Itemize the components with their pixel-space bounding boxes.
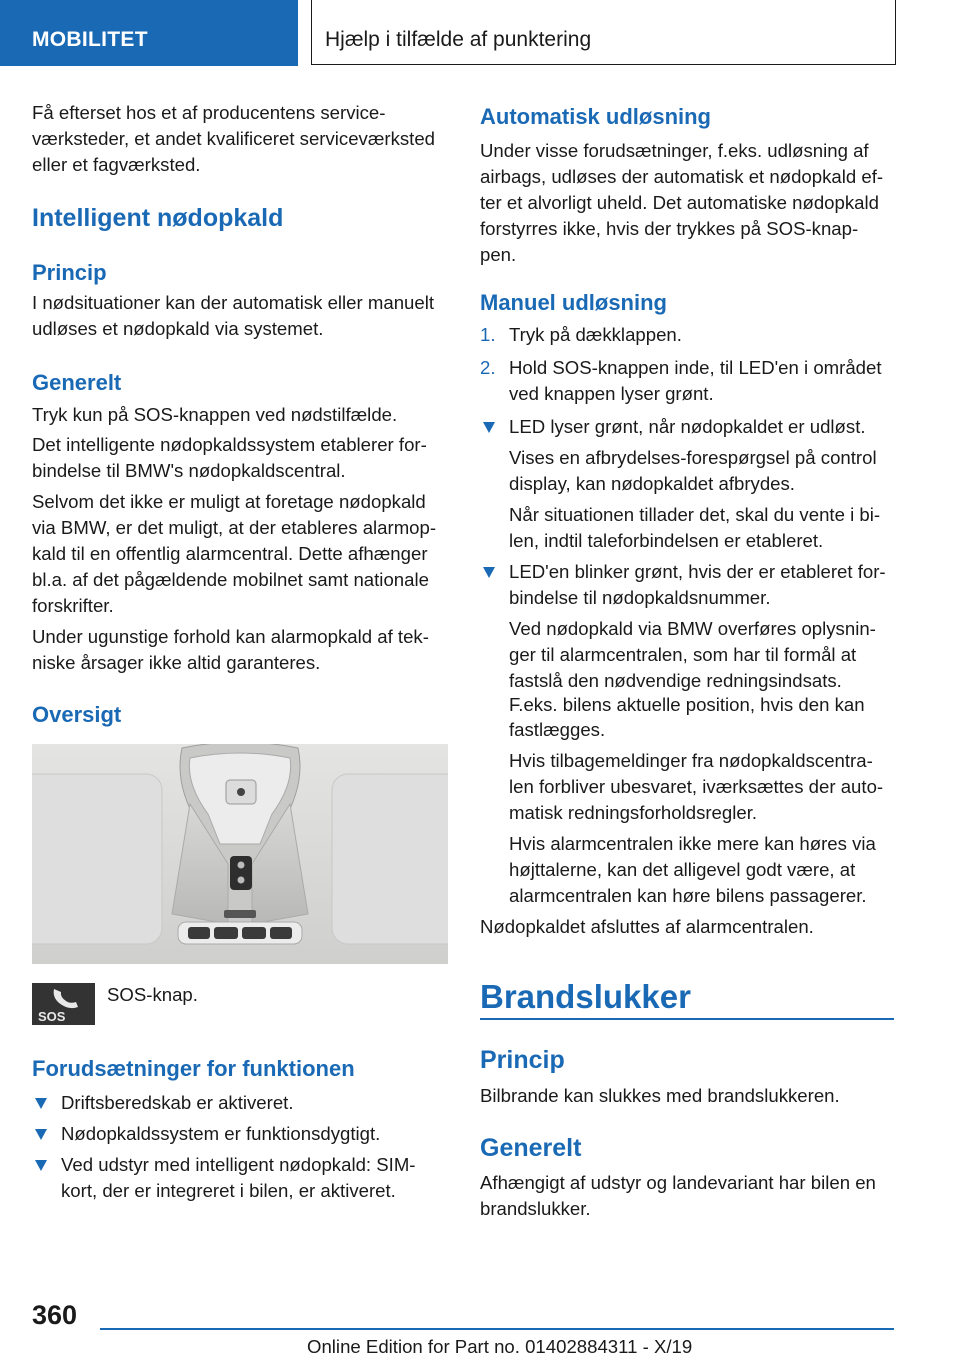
fire-title: Brandslukker [480,978,691,1015]
principle-heading: Princip [32,260,107,285]
auto-heading: Automatisk udløsning [480,104,711,129]
general-p2-l1: Det intelligente nødopkaldssystem etablerer for- [32,434,427,455]
auto-line-2: airbags, udløses der automatisk et nødopkald ef- [480,166,884,187]
principle-line-2: udløses et nødopkald via systemet. [32,318,324,339]
general-p4-l2: niske årsager ikke altid garanteres. [32,652,321,673]
bullet2-sub1-l5: fastlægges. [509,719,606,740]
bullet2-sub3-l3: alarmcentralen kan høre bilens passagerer. [509,885,867,906]
footer-rule [100,1328,894,1330]
bullet2-sub1-l1: Ved nødopkald via BMW overføres oplysnin- [509,618,876,639]
section-title: Intelligent nødopkald [32,204,284,232]
step-2-l2: ved knappen lyser grønt. [509,383,714,404]
bullet2-sub1-l2: ger til alarmcentralen, som har til formål at [509,644,857,665]
bullet1-sub1-l2: display, kan nødopkaldet afbrydes. [509,473,795,494]
bullet-triangle-icon [483,422,495,433]
bullet1-sub2-l2: len, indtil taleforbindelsen er etableret. [509,530,824,551]
fire-general-l1: Afhængigt af udstyr og landevariant har bilen en [480,1172,876,1193]
requirement-3-l2: kort, der er integreret i bilen, er aktiveret. [61,1180,396,1201]
bullet-triangle-icon [35,1098,47,1109]
fire-general-l2: brandslukker. [480,1198,591,1219]
step-number: 2. [480,357,496,378]
general-p4-l1: Under ugunstige forhold kan alarmopkald af tek- [32,626,429,647]
bullet2-l2: bindelse til nødopkaldsnummer. [509,587,771,608]
bullet-triangle-icon [35,1160,47,1171]
bullet2-l1: LED'en blinker grønt, hvis der er etableret for- [509,561,886,582]
auto-line-5: pen. [480,244,517,265]
svg-text:SOS: SOS [38,1009,66,1024]
general-p3-l1: Selvom det ikke er muligt at foretage nødopkald [32,491,426,512]
general-p2-l2: bindelse til BMW's nødopkaldscentral. [32,460,346,481]
overhead-console-image [32,744,448,964]
auto-line-4: forstyrres ikke, hvis der trykkes på SOS-knap- [480,218,859,239]
sos-button-icon [32,983,95,1025]
general-p1: Tryk kun på SOS-knappen ved nødstilfælde. [32,404,398,425]
section-label: MOBILITET [32,28,148,51]
intro-line-2: værksteder, et andet kvalificeret serviceværksted [32,128,436,149]
title-rule [480,1018,894,1020]
fire-principle-text: Bilbrande kan slukkes med brandslukkeren. [480,1085,840,1106]
edition-text: Online Edition for Part no. 01402884311 - X/19 [307,1336,693,1357]
principle-line-1: I nødsituationer kan der automatisk eller manuelt [32,292,435,313]
manual-heading: Manuel udløsning [480,290,667,315]
fire-general-heading: Generelt [480,1134,582,1162]
general-p3-l3: kald til en offentlig alarmcentral. Dette afhænger [32,543,428,564]
sos-caption: SOS-knap. [107,984,198,1005]
overview-heading: Oversigt [32,702,122,727]
intro-line-1: Få efterset hos et af producentens service- [32,102,386,123]
bullet2-sub2-l2: len forbliver ubesvaret, iværksættes der auto- [509,776,884,797]
section-tab [0,0,298,66]
bullet2-sub2-l3: matisk redningsforholdsregler. [509,802,758,823]
step-1: Tryk på dækklappen. [509,324,682,345]
general-p3-l2: via BMW, er det muligt, at der etableres alarmop- [32,517,437,538]
bullet2-sub3-l2: højttalerne, kan det alligevel godt være, at [509,859,856,880]
requirement-1: Driftsberedskab er aktiveret. [61,1092,294,1113]
step-number: 1. [480,324,496,345]
requirement-2: Nødopkaldssystem er funktionsdygtigt. [61,1123,381,1144]
bullet2-sub2-l1: Hvis tilbagemeldinger fra nødopkaldscentra- [509,750,873,771]
auto-line-3: ter et alvorligt uheld. Det automatiske nødopkald [480,192,879,213]
end-text: Nødopkaldet afsluttes af alarmcentralen. [480,916,814,937]
general-p3-l4: bl.a. af det pågældende mobilnet samt nationale [32,569,429,590]
general-heading: Generelt [32,370,122,395]
chapter-tab [311,0,896,65]
requirement-3-l1: Ved udstyr med intelligent nødopkald: SIM- [61,1154,416,1175]
requirements-heading: Forudsætninger for funktionen [32,1056,355,1081]
page-number: 360 [32,1300,78,1330]
auto-line-1: Under visse forudsætninger, f.eks. udløsning af [480,140,869,161]
bullet2-sub1-l4: F.eks. bilens aktuelle position, hvis den kan [509,694,865,715]
intro-line-3: eller et fagværksted. [32,154,201,175]
fire-principle-heading: Princip [480,1046,565,1074]
bullet-triangle-icon [483,567,495,578]
general-p3-l5: forskrifter. [32,595,114,616]
step-2-l1: Hold SOS-knappen inde, til LED'en i området [509,357,882,378]
bullet2-sub1-l3: fastslå den nødvendige redningsindsats. [509,670,842,691]
bullet2-sub3-l1: Hvis alarmcentralen ikke mere kan høres via [509,833,876,854]
bullet1-sub1-l1: Vises en afbrydelses-forespørgsel på control [509,447,877,468]
chapter-label: Hjælp i tilfælde af punktering [325,28,592,51]
bullet1-sub2-l1: Når situationen tillader det, skal du vente i bi- [509,504,881,525]
bullet-triangle-icon [35,1129,47,1140]
bullet1-l1: LED lyser grønt, når nødopkaldet er udløst. [509,416,866,437]
